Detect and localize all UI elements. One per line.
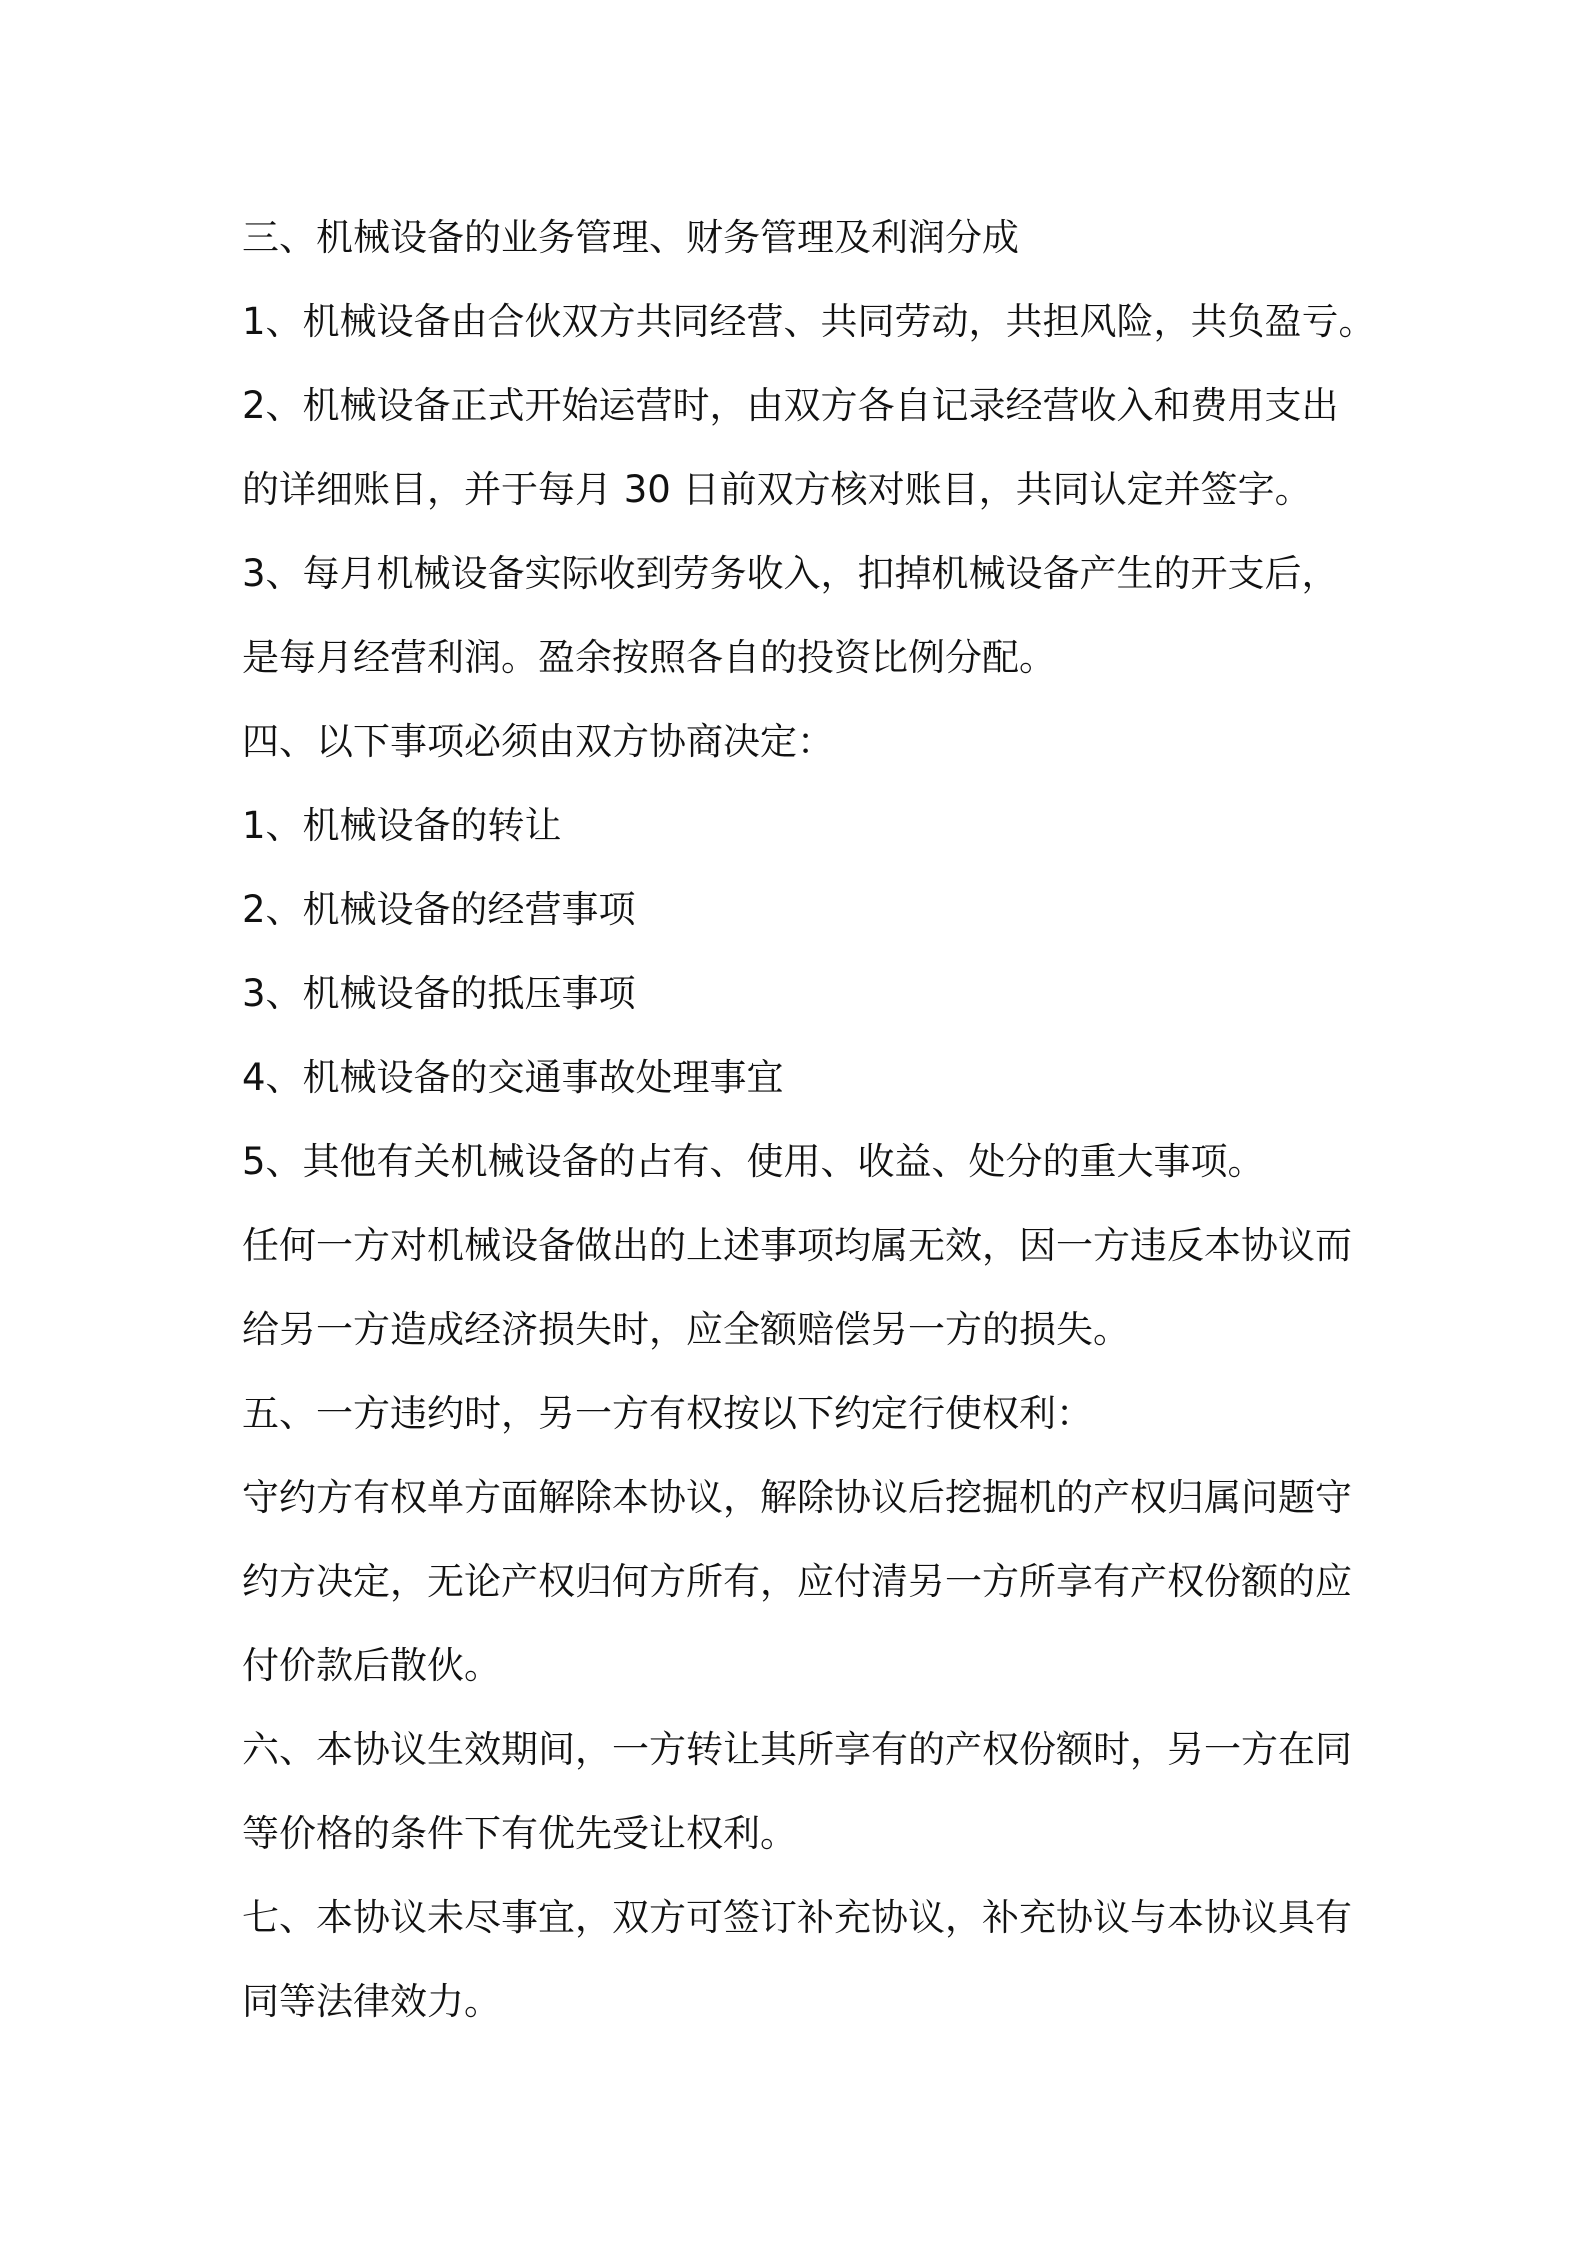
- clause-3-2-line-1: 2、机械设备正式开始运营时，由双方各自记录经营收入和费用支出: [242, 384, 1339, 427]
- clause-5-line-1: 守约方有权单方面解除本协议，解除协议后挖掘机的产权归属问题守: [242, 1476, 1352, 1519]
- clause-5-line-3: 付价款后散伙。: [242, 1644, 501, 1687]
- document-body: [242, 196, 1392, 2044]
- section-7-line-1: 七、本协议未尽事宜，双方可签订补充协议，补充协议与本协议具有: [242, 1896, 1352, 1939]
- clause-4-3: 3、机械设备的抵压事项: [242, 972, 636, 1015]
- clause-4-note-line-2: 给另一方造成经济损失时，应全额赔偿另一方的损失。: [242, 1308, 1130, 1351]
- clause-3-3-line-1: 3、每月机械设备实际收到劳务收入，扣掉机械设备产生的开支后，: [242, 552, 1339, 595]
- clause-3-3-line-2: 是每月经营利润。盈余按照各自的投资比例分配。: [242, 636, 1056, 679]
- clause-4-note-line-1: 任何一方对机械设备做出的上述事项均属无效，因一方违反本协议而: [242, 1224, 1352, 1267]
- section-7-line-2: 同等法律效力。: [242, 1980, 501, 2023]
- clause-5-line-2: 约方决定，无论产权归何方所有，应付清另一方所享有产权份额的应: [242, 1560, 1352, 1603]
- clause-3-1: 1、机械设备由合伙双方共同经营、共同劳动，共担风险，共负盈亏。: [242, 300, 1376, 343]
- section-heading-4: 四、以下事项必须由双方协商决定：: [242, 720, 834, 763]
- section-heading-3: 三、机械设备的业务管理、财务管理及利润分成: [242, 216, 1019, 259]
- clause-4-1: 1、机械设备的转让: [242, 804, 562, 847]
- clause-4-2: 2、机械设备的经营事项: [242, 888, 636, 931]
- section-6-line-2: 等价格的条件下有优先受让权利。: [242, 1812, 797, 1855]
- section-6-line-1: 六、本协议生效期间，一方转让其所享有的产权份额时，另一方在同: [242, 1728, 1352, 1771]
- section-heading-5: 五、一方违约时，另一方有权按以下约定行使权利：: [242, 1392, 1093, 1435]
- clause-4-5: 5、其他有关机械设备的占有、使用、收益、处分的重大事项。: [242, 1140, 1265, 1183]
- clause-3-2-line-2: 的详细账目，并于每月 30 日前双方核对账目，共同认定并签字。: [242, 468, 1312, 511]
- clause-4-4: 4、机械设备的交通事故处理事宜: [242, 1056, 784, 1099]
